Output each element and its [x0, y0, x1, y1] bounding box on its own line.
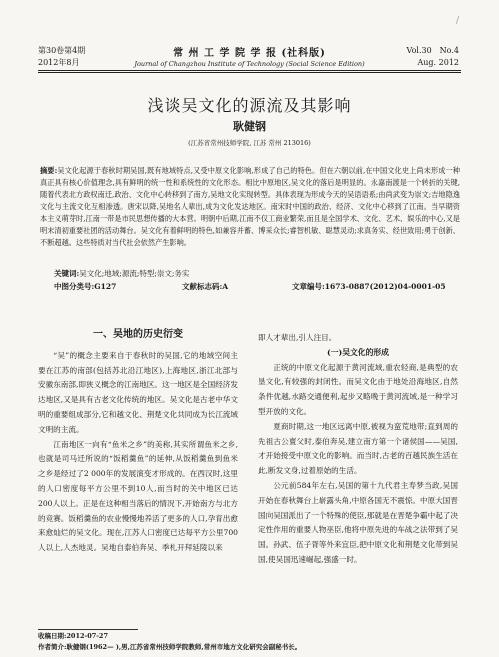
date-en: Aug. 2012: [417, 58, 459, 67]
author-bio: 作者简介:耿健钢(1962— ),男,江苏省常州技师学院教师,常州市地方文化研究会副秘书长。: [38, 643, 302, 651]
article-number: [292, 281, 446, 292]
article-no-value: 1673-0887(2012)04-0001-05: [324, 282, 446, 291]
header-rule: [38, 70, 461, 71]
journal-title-cn: 常 州 工 学 院 学 报 (社科版): [173, 48, 326, 59]
article-title: 浅谈吴文化的源流及其影响: [147, 96, 352, 115]
article-author: 耿健钢: [233, 120, 266, 133]
paragraph: “吴”的概念主要来自于春秋时的吴国,它的地域空间主要在江苏的南部(包括苏北沿江地区),上海地区,浙江北部与安徽东南部,即狭义概念的江南地区。这一地区是全国经济发达地区,又是具有古老文化传统的地区。吴文化是古老中华文明的重要组成部分,它和越文化、荆楚文化共同成为长江流域文明的主流。: [38, 350, 238, 434]
body-right-column: [258, 331, 458, 568]
clc-number: [54, 281, 116, 292]
keywords-label: 关键词:: [54, 269, 80, 278]
paragraph: 夏商时期,这一地区远离中原,被视为蛮荒地带;直到周的先祖古公亶父时,泰伯奔吴,建立南方第一个诸侯国——吴国,才开始接受中原文化的影响。而当时,古老的百越民族生活在此,断发文身,过着原始的生活。: [258, 421, 458, 476]
abstract-text: 吴文化起源于春秋时期吴国,既有地域特点,又受中原文化影响,形成了自己的特色。但在六朝以前,在中国文化史上尚未形成一种真正具有核心价值理念,具有鲜明的统一性和系统性的文化形态。相比中原地区,吴文化的落后是明显的。永嘉南渡是一个转折的关键,随着代表北方政权南迁,政治、文化中心转移到了南方,吴地文化实现转型。具体表现为形成今天的吴语语系;由尚武变为崇文;吉地隐逸文化与主流文化互相渗透。唐宋以降,吴地名人辈出,成为文化发达地区。南宋时中国的政治、经济、文化中心移到了江南。当早期资本主义萌芽时,江南一带是市民思想传播的大本营。明朝中后期,江南不仅工商业繁荣,而且是全国学术、文化、艺术、娱乐的中心,又是明末清初重要社团的活动舞台。吴文化有着鲜明的特色,如兼容并蓄、博采众长;睿智机敏、聪慧灵动;求真务实、经世致用;勇于创新、不断超越。这些特质对当代社会依然产生影响。: [40, 166, 460, 247]
article-no-label: 文章编号:: [292, 282, 325, 291]
subsection-heading: (一)吴文化的形成: [327, 347, 389, 357]
keywords-text: 吴文化;地域;源流;特型;崇文;务实: [79, 269, 190, 278]
margin-mark: /: [455, 16, 459, 26]
paragraph: 公元前584年左右,吴国的第十九代君主寿梦当政,吴国开始在春秋舞台上崭露头角,中原各国无不震惊。中原大国晋国向吴国派出了一个特殊的使臣,那就是在晋楚争霸中起了决定性作用的重要人物巫臣,他将中原先进的车战之法带到了吴国。孙武、伍子胥等外来宜臣,把中原文化和荆楚文化带到吴国,使吴国迅速崛起,强盛一时。: [258, 480, 458, 564]
document-code: [182, 281, 228, 292]
header-rule-2: [38, 72, 461, 73]
doc-value: A: [222, 282, 229, 291]
clc-label: 中图分类号:: [54, 282, 95, 291]
volume-issue-cn: 第30卷第4期: [38, 46, 86, 55]
paragraph: 江南地区一向有“鱼米之乡”的美称,其实所谓鱼米之乡,也就是司马迁所说的“饭稻羹鱼”的延伸,从饭稻羹鱼到鱼米之乡是经过了2 000年的发展演变才形成的。在西汉时,这里的人口密度每平方公里不到10人,而当时的关中地区已达200人以上。正是在这种相当落后的情况下,开始南方与北方的竞赛。饭稻羹鱼的农业慢慢地养活了更多的人口,孕育出愈来愈灿烂的吴文化。现在,江苏人口密度已达每平方公里700人以上,人杰地灵。吴地自泰伯奔吴、季札开拜延陵以来: [38, 439, 238, 553]
author-affiliation: (江苏省常州技师学院, 江苏 常州 213016): [188, 139, 311, 147]
body-left-column: [38, 320, 238, 556]
volume-issue-en: Vol.30 No.4: [406, 46, 459, 55]
section-heading: 一、吴地的历史衍变: [93, 329, 183, 340]
keywords: [54, 268, 189, 279]
doc-label: 文献标志码:: [182, 282, 223, 291]
paragraph: 正统的中原文化起源于黄河流域,重农轻商,是典型的农垦文化,有较强的封闭性。而吴文化由于地处沿海地区,自然条件优越,水路交通便利,起步又略晚于黄河流域,是一种学习型开放的文化。: [258, 362, 458, 416]
footnote-rule: [38, 629, 138, 630]
abstract-label: 摘要:: [40, 166, 58, 175]
received-date: 收稿日期:2012-07-27: [38, 632, 108, 640]
journal-title-en: Journal of Changzhou Institute of Technology (Social Science Edition): [134, 60, 365, 68]
abstract: [40, 165, 460, 249]
paragraph: 即人才辈出,引人注目。: [258, 333, 337, 342]
clc-value: G127: [94, 282, 117, 291]
date-cn: 2012年8月: [38, 58, 80, 67]
